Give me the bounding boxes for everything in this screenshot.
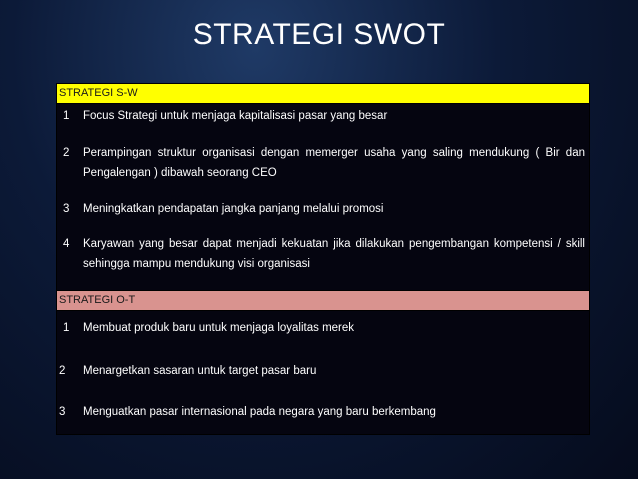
section-ot-rows xyxy=(57,311,589,434)
row-text: Perampingan struktur organisasi dengan memerger usaha yang saling mendukung ( Bir dan Pengalengan ) dibawah seorang CEO xyxy=(83,147,585,179)
table-row xyxy=(57,311,589,338)
table-row xyxy=(57,338,589,381)
section-header-ot: STRATEGI O-T xyxy=(57,290,589,311)
row-number: 1 xyxy=(63,110,70,122)
table-row xyxy=(57,219,589,290)
swot-table xyxy=(56,83,590,435)
table-row xyxy=(57,126,589,183)
row-text: Membuat produk baru untuk menjaga loyalitas merek xyxy=(83,322,355,334)
row-number: 2 xyxy=(59,365,66,377)
table-row xyxy=(57,183,589,219)
row-number: 1 xyxy=(63,322,70,334)
row-number: 3 xyxy=(59,406,66,418)
table-row xyxy=(57,104,589,126)
row-text: Menguatkan pasar internasional pada negara yang baru berkembang xyxy=(83,406,436,418)
row-number: 2 xyxy=(63,147,70,159)
table-row xyxy=(57,381,589,434)
section-header-sw: STRATEGI S-W xyxy=(57,84,589,104)
row-text: Menargetkan sasaran untuk target pasar baru xyxy=(83,365,317,377)
row-text: Karyawan yang besar dapat menjadi kekuatan jika dilakukan pengembangan kompetensi / skill sehingga mampu mendukung visi organisasi xyxy=(83,238,585,270)
row-text: Meningkatkan pendapatan jangka panjang melalui promosi xyxy=(83,203,384,215)
row-number: 3 xyxy=(63,203,70,215)
page-title: STRATEGI SWOT xyxy=(192,18,446,51)
section-sw-rows xyxy=(57,104,589,290)
row-text: Focus Strategi untuk menjaga kapitalisasi pasar yang besar xyxy=(83,110,388,122)
row-number: 4 xyxy=(63,238,70,250)
